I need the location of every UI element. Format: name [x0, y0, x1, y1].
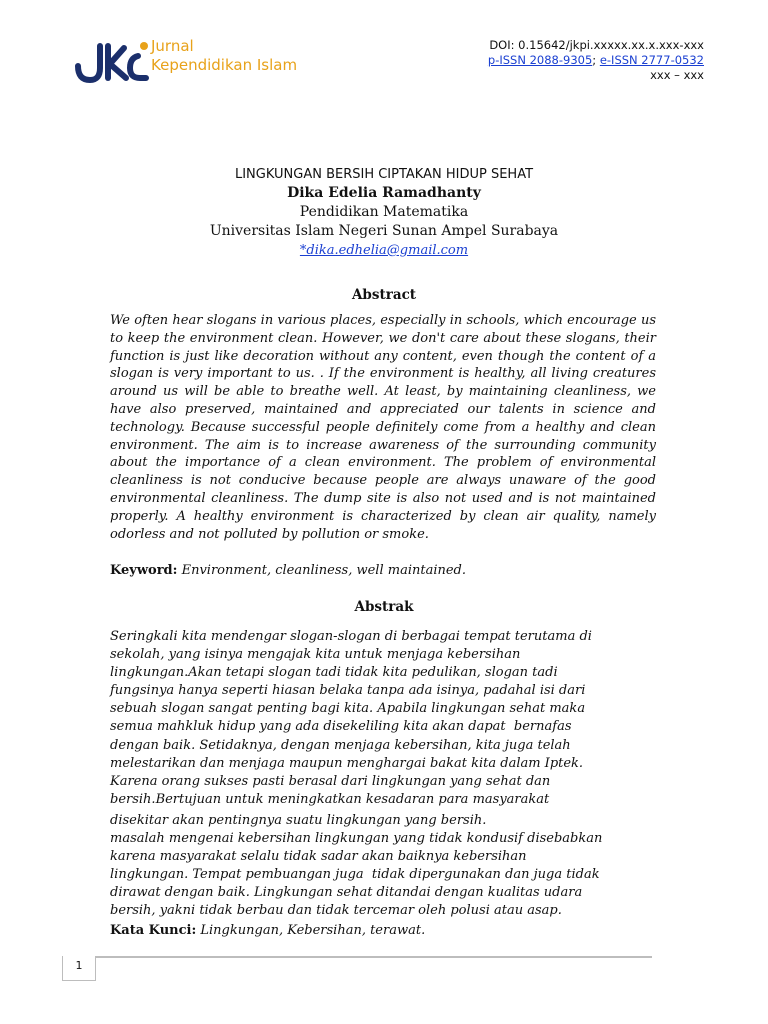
journal-name [151, 37, 297, 75]
abstrak-line: disekitar akan pentingnya suatu lingkungan yang bersih. [110, 813, 487, 828]
abstrak-line: masalah mengenai kebersihan lingkungan yang tidak kondusif disebabkan [110, 831, 603, 847]
abstract-body: We often hear slogans in various places, especially in schools, which encourage us to keep the environment clean. However, we don't care about these slogans, their function is just like decoration without any content, even though the content of a slogan is very important to us. . If the environment is healthy, all living creatures around us will be able to breathe well. At least, by maintaining cleanliness, we have also preserved, maintained and appreciated our talents in science and technology. Because successful people definitely come from a healthy and clean environment. The aim is to increase awareness of the surrounding community about the importance of a clean environment. The problem of environmental cleanliness is not conducive because people are always unaware of the good environmental cleanliness. The dump site is also not used and is not maintained properly. A healthy environment is characterized by clean air quality, namely odorless and not polluted by pollution or smoke. [110, 313, 656, 542]
abstrak-line: sekolah, yang isinya mengajak kita untuk menjaga kebersihan [110, 647, 521, 663]
abstrak-line: bersih, yakni tidak berbau dan tidak tercemar oleh polusi atau asap. [110, 903, 562, 919]
page-range: xxx – xxx [650, 68, 704, 82]
page-number: 1 [62, 956, 96, 981]
author-university: Universitas Islam Negeri Sunan Ampel Surabaya [209, 223, 559, 239]
abstrak-line: lingkungan. Tempat pembuangan juga tidak dipergunakan dan juga tidak [110, 867, 600, 883]
kata-kunci-values: Lingkungan, Kebersihan, terawat. [200, 923, 426, 938]
abstrak-line: dengan baik. Setidaknya, dengan menjaga kebersihan, kita juga telah [110, 737, 571, 753]
journal-logo [74, 36, 150, 86]
abstrak-line: lingkungan.Akan tetapi slogan tadi tidak kita pedulikan, slogan tadi [110, 665, 558, 681]
p-issn-link[interactable]: p-ISSN 2088-9305 [487, 53, 593, 67]
author-department: Pendidikan Matematika [299, 204, 469, 220]
doi-text: DOI: 0.15642/jkpi.xxxxx.xx.x.xxx-xxx [489, 38, 704, 52]
footer-rule [96, 956, 652, 958]
journal-name-line2: Kependidikan Islam [151, 56, 298, 74]
abstrak-body-part1 [110, 628, 656, 809]
author-name: Dika Edelia Ramadhanty [287, 185, 481, 201]
keyword-line [110, 563, 466, 578]
keyword-values: Environment, cleanliness, well maintained. [181, 563, 467, 578]
abstrak-line: fungsinya hanya seperti hiasan belaka tanpa ada isinya, padahal isi dari [110, 683, 586, 699]
journal-meta [488, 38, 704, 83]
abstract-heading: Abstract [351, 287, 417, 303]
abstrak-line: bersih.Bertujuan untuk meningkatkan kesadaran para masyarakat [110, 791, 550, 807]
abstrak-line: melestarikan dan menjaga maupun menghargai bakat kita dalam Iptek. [110, 755, 584, 771]
author-email-link[interactable]: *dika.edhelia@gmail.com [299, 243, 469, 258]
e-issn-link[interactable]: e-ISSN 2777-0532 [599, 53, 704, 67]
issn-line [488, 53, 704, 68]
abstrak-body-part2 [110, 812, 656, 921]
abstrak-line: sebuah slogan sangat penting bagi kita. Apabila lingkungan sehat maka [110, 701, 586, 717]
article-title: LINGKUNGAN BERSIH CIPTAKAN HIDUP SEHAT [234, 167, 534, 182]
issn-separator: ; [592, 53, 597, 67]
abstrak-heading: Abstrak [354, 599, 414, 615]
keyword-label: Keyword: [110, 563, 178, 578]
abstrak-line: karena masyarakat selalu tidak sadar akan baiknya kebersihan [110, 849, 527, 865]
kata-kunci-line [110, 923, 425, 938]
abstrak-line: Karena orang sukses pasti berasal dari lingkungan yang sehat dan [110, 773, 551, 789]
kata-kunci-label: Kata Kunci: [110, 923, 197, 938]
title-block [0, 166, 768, 260]
journal-header [0, 0, 768, 110]
abstrak-line: Seringkali kita mendengar slogan-slogan di berbagai tempat terutama di [110, 629, 592, 644]
journal-name-line1: Jurnal [151, 37, 194, 55]
abstrak-line: semua mahkluk hidup yang ada disekeliling kita akan dapat bernafas [110, 719, 572, 735]
abstrak-line: dirawat dengan baik. Lingkungan sehat ditandai dengan kualitas udara [110, 885, 583, 901]
